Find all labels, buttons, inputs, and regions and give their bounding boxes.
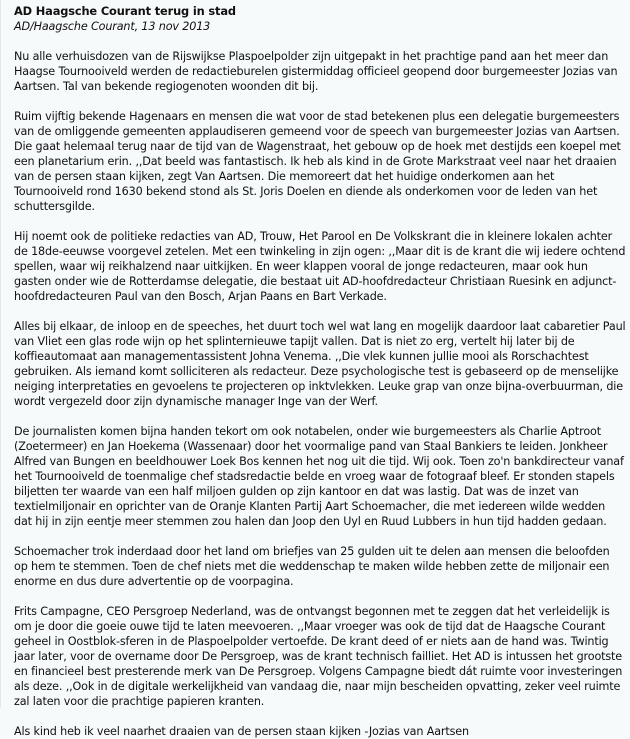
article-paragraph: Schoemacher trok inderdaad door het land om briefjes van 25 gulden uit te delen aan mensen die beloofden op hem te stemmen. Toen de chef niets met die weddenschap te maken wilde hebben zette de miljonair een enorme en dus dure advertentie op de voorpagina. bbox=[14, 545, 610, 588]
article-paragraph: Alles bij elkaar, de inloop en de speeches, het duurt toch wel wat lang en mogelijk daardoor laat cabaretier Paul van Vliet een glas rode wijn op het splinternieuwe tapijt vallen. Dat is niet zo erg, vertelt hij later bij de koffieautomaat aan managementassistent Johna Venema. ,,Die vlek kunnen jullie mooi als Rorschachtest gebruiken. Als iemand komt solliciteren als redacteur. Deze psychologische test is gebaseerd op de menselijke neiging interpretaties en gevoelens te projecteren op inktvlekken. Leuke grap van onze bijna-overbuurman, die wordt vergezeld door zijn dynamische manager Inge van der Werf. bbox=[14, 320, 626, 408]
article-source: AD/Haagsche Courant, 13 nov 2013 bbox=[14, 20, 211, 33]
article-paragraph: De journalisten komen bijna handen tekort om ook notabelen, onder wie burgemeesters als Charlie Aptroot (Zoetermeer) en Jan Hoekema (Wassenaar) door het voormalige pand van Staal Bankiers te leiden. Jonkheer Alfred van Bungen en beeldhouwer Loek Bos kennen het nog uit die tijd. Wij ook. Toen zo'n bankdirecteur vanaf het Tournooiveld de toenmalige chef stadsredactie belde en vroeg waar de fotograaf bleef. Er stonden stapels biljetten ter waarde van een half miljoen gulden op zijn kantoor en dat was lastig. Dat was de inzet van textielmiljonair en oprichter van de Oranje Klanten Partij Aart Schoemacher, die met iedereen wilde wedden dat hij in zijn eentje meer stemmen zou halen dan Joop den Uyl en Ruud Lubbers in hun tijd hadden gedaan. bbox=[14, 425, 624, 528]
article-paragraph: Hij noemt ook de politieke redacties van AD, Trouw, Het Parool en De Volkskrant die in kleinere lokalen achter de 18de-eeuwse voorgevel zetelen. Met een twinkeling in zijn ogen: ,,Maar dit is de krant die wij iedere ochtend spellen, waar wij reikhalzend naar uitkijken. En weer klappen vooral de jonge redacteuren, maar ook hun gasten onder wie de Rotterdamse delegatie, die bestaat uit AD-hoofdredacteur Christiaan Ruesink en adjunct-hoofdredacteuren Paul van den Bosch, Arjan Paans en Bart Verkade. bbox=[14, 230, 626, 303]
article-paragraph: Ruim vijftig bekende Hagenaars en mensen die wat voor de stad betekenen plus een delegatie burgemeesters van de omliggende gemeenten applaudiseren gemeend voor de speech van burgemeester Jozias van Aartsen. Die gaat helemaal terug naar de tijd van de Wagenstraat, het gebouw op de hoek met destijds een koepel met een planetarium erin. ,,Dat beeld was fantastisch. Ik heb als kind in de Grote Markstraat veel naar het draaien van de persen staan kijken, zegt Van Aartsen. Die memoreert dat het huidige onderkomen aan het Tournooiveld rond 1630 bekend stond als St. Joris Doelen en diende als onderkomen voor de leden van het schuttersgilde. bbox=[14, 110, 621, 213]
article-title: AD Haagsche Courant terug in stad bbox=[14, 4, 236, 18]
article-paragraph: Nu alle verhuisdozen van de Rijswijkse Plaspoelpolder zijn uitgepakt in het prachtige pand aan het meer dan Haagse Tournooiveld werden de redactieburelen gistermiddag officieel geopend door burgemeester Jozias van Aartsen. Tal van bekende regiogenoten woonden dit bij. bbox=[14, 50, 618, 93]
article-caption: Als kind heb ik veel naarhet draaien van de persen staan kijken -Jozias van Aartsen bbox=[14, 725, 469, 738]
article bbox=[1, 0, 626, 739]
article-paragraph: Frits Campagne, CEO Persgroep Nederland, was de ontvangst begonnen met te zeggen dat het verleidelijk is om je door die goeie ouwe tijd te laten meevoeren. ,,Maar vroeger was ook de tijd dat de Haagsche Courant geheel in Oostblok-sferen in de Plaspoelpolder vertoefde. De krant deed of er niets aan de hand was. Twintig jaar later, voor de overname door De Persgroep, was de krant technisch failliet. Het AD is intussen het grootste en financieel best presterende merk van De Persgroep. Volgens Campagne biedt dát ruimte voor investeringen als deze. ,,Ook in de digitale werkelijkheid van vandaag die, naar mijn bescheiden opvatting, zeker veel ruimte zal laten voor die prachtige papieren kranten. bbox=[14, 605, 623, 708]
